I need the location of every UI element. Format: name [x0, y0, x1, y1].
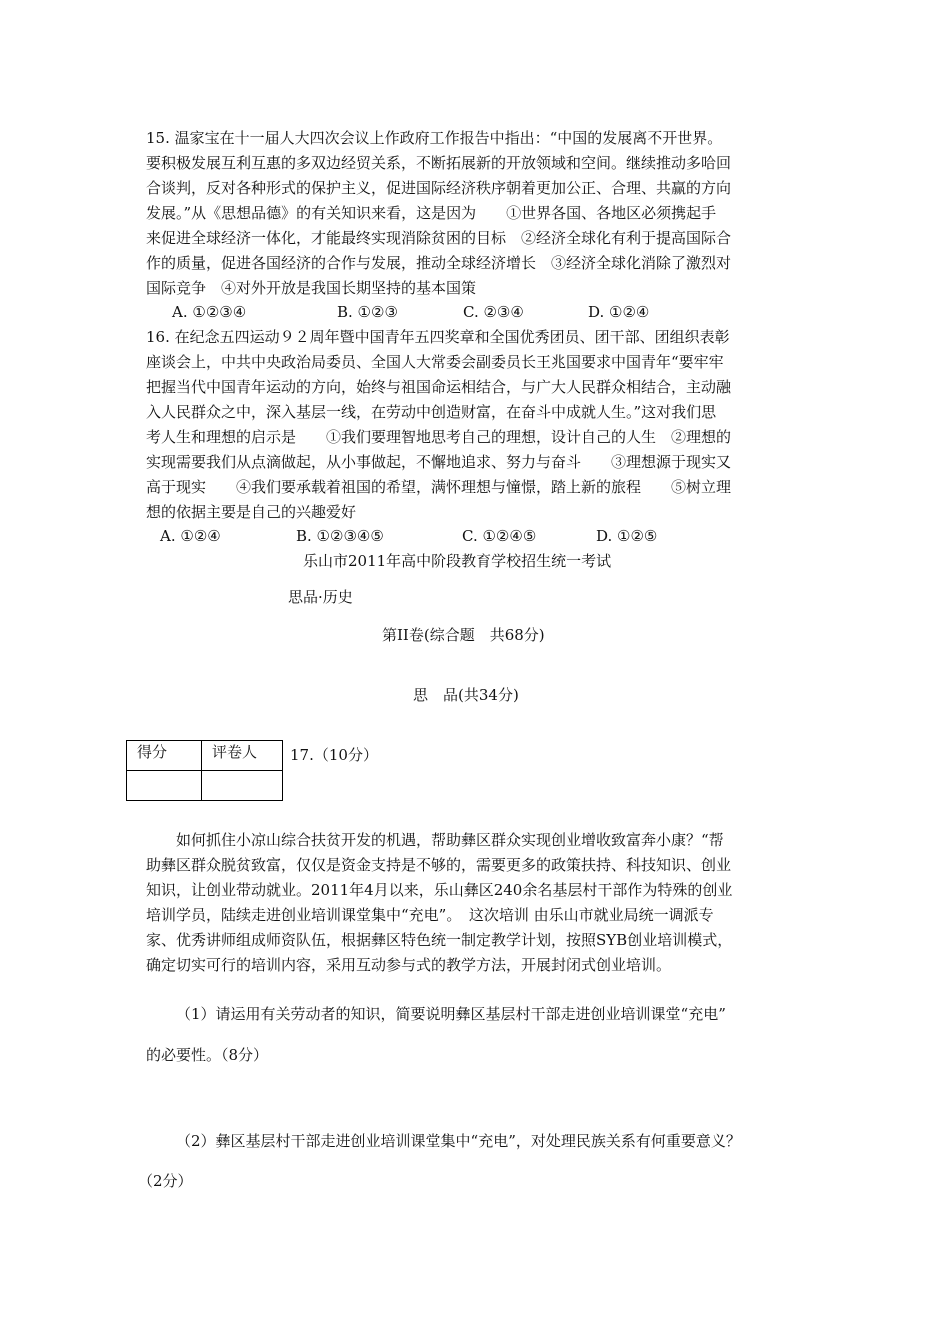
grader-header: 评卷人 [202, 741, 283, 771]
q17-sub2: （2）彝区基层村干部走进创业培训课堂集中“充电”，对处理民族关系有何重要意义？ [176, 1132, 741, 1150]
q16-line: 考人生和理想的启示是 ①我们要理智地思考自己的理想，设计自己的人生 ②理想的 [146, 428, 732, 446]
score-cell[interactable] [127, 771, 202, 801]
q17-sub1-cont: 的必要性。（8分） [146, 1046, 269, 1064]
q16-option-a[interactable]: A. ①②④ [160, 527, 221, 545]
q16-option-d[interactable]: D. ①②⑤ [596, 527, 658, 545]
q15-line: 作的质量，促进各国经济的合作与发展，推动全球经济增长 ③经济全球化消除了激烈对 [146, 254, 732, 272]
q16-option-c[interactable]: C. ①②④⑤ [462, 527, 537, 545]
q16-option-b[interactable]: B. ①②③④⑤ [296, 527, 384, 545]
score-table [126, 740, 283, 801]
q15-option-b[interactable]: B. ①②③ [337, 303, 398, 321]
grader-cell[interactable] [202, 771, 283, 801]
q16-line: 16. 在纪念五四运动９２周年暨中国青年五四奖章和全国优秀团员、团干部、团组织表彰 [146, 328, 730, 346]
q17-sub2-cont: （2分） [138, 1172, 193, 1190]
q17-sub1: （1）请运用有关劳动者的知识，简要说明彝区基层村干部走进创业培训课堂“充电” [176, 1005, 726, 1023]
q17-paragraph-line: 确定切实可行的培训内容，采用互动参与式的教学方法，开展封闭式创业培训。 [146, 956, 672, 974]
q16-line: 实现需要我们从点滴做起，从小事做起，不懈地追求、努力与奋斗 ③理想源于现实又 [146, 453, 732, 471]
q15-line: 要积极发展互利互惠的多双边经贸关系，不断拓展新的开放领域和空间。继续推动多哈回 [146, 154, 732, 172]
q16-line: 把握当代中国青年运动的方向，始终与祖国命运相结合，与广大人民群众相结合，主动融 [146, 378, 732, 396]
q15-line: 发展。”从《思想品德》的有关知识来看，这是因为 ①世界各国、各地区必须携起手 [146, 204, 717, 222]
q15-option-a[interactable]: A. ①②③④ [172, 303, 247, 321]
q17-paragraph-line: 助彝区群众脱贫致富，仅仅是资金支持是不够的，需要更多的政策扶持、科技知识、创业 [146, 856, 732, 874]
q16-line: 入人民群众之中，深入基层一线，在劳动中创造财富，在奋斗中成就人生。”这对我们思 [146, 403, 717, 421]
exam-title: 乐山市2011年高中阶段教育学校招生统一考试 [303, 552, 612, 570]
subject-title: 思品·历史 [288, 588, 353, 606]
score-header: 得分 [127, 741, 202, 771]
q17-paragraph-line: 知识，让创业带动就业。2011年4月以来，乐山彝区240余名基层村干部作为特殊的创业 [146, 881, 733, 899]
q15-line: 合谈判，反对各种形式的保护主义，促进国际经济秩序朝着更加公正、合理、共赢的方向 [146, 179, 732, 197]
q17-paragraph-line: 如何抓住小凉山综合扶贫开发的机遇，帮助彝区群众实现创业增收致富奔小康？“帮 [176, 831, 724, 849]
q16-line: 座谈会上，中共中央政治局委员、全国人大常委会副委员长王兆国要求中国青年“要牢牢 [146, 353, 724, 371]
q15-line: 来促进全球经济一体化，才能最终实现消除贫困的目标 ②经济全球化有利于提高国际合 [146, 229, 732, 247]
q17-paragraph-line: 培训学员，陆续走进创业培训课堂集中“充电”。 这次培训 由乐山市就业局统一调派专 [146, 906, 714, 924]
section-title: 思 品(共34分) [413, 686, 519, 704]
q15-option-c[interactable]: C. ②③④ [463, 303, 524, 321]
q16-line: 高于现实 ④我们要承载着祖国的希望，满怀理想与憧憬，踏上新的旅程 ⑤树立理 [146, 478, 732, 496]
part-title: 第II卷(综合题 共68分) [382, 626, 545, 644]
q17-label: 17.（10分） [290, 746, 378, 764]
q16-line: 想的依据主要是自己的兴趣爱好 [146, 503, 357, 521]
q15-option-d[interactable]: D. ①②④ [588, 303, 650, 321]
q15-line: 国际竞争 ④对外开放是我国长期坚持的基本国策 [146, 279, 477, 297]
q17-paragraph-line: 家、优秀讲师组成师资队伍，根据彝区特色统一制定教学计划，按照SYB创业培训模式， [146, 931, 733, 949]
q15-line: 15. 温家宝在十一届人大四次会议上作政府工作报告中指出：“中国的发展离不开世界。 [146, 129, 723, 147]
